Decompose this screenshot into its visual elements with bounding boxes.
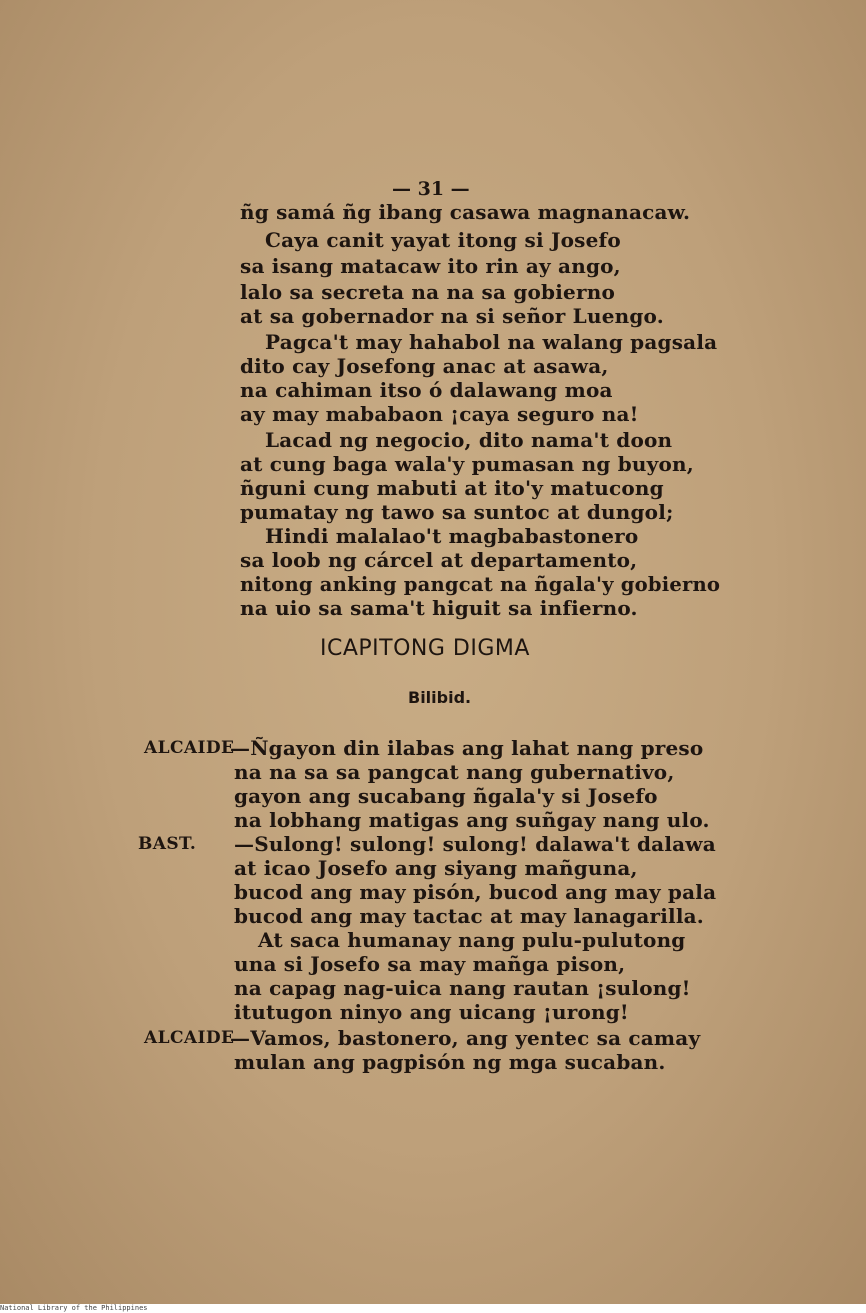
verse-line: sa loob ng cárcel at departamento,: [240, 548, 638, 572]
verse-line: dito cay Josefong anac at asawa,: [240, 354, 609, 378]
speaker-label: ALCAIDE: [144, 738, 235, 758]
verse-line: Hindi malalao't magbabastonero: [265, 524, 639, 548]
verse-line: at cung baga wala'y pumasan ng buyon,: [240, 452, 694, 476]
verse-line: ñg samá ñg ibang casawa magnanacaw.: [240, 200, 691, 224]
section-subheading: Bilibid.: [408, 688, 472, 707]
speaker-label: BAST.: [138, 834, 197, 854]
verse-line: lalo sa secreta na na sa gobierno: [240, 280, 615, 304]
dialogue-line: gayon ang sucabang ñgala'y si Josefo: [234, 784, 658, 808]
verse-line: sa isang matacaw ito rin ay ango,: [240, 254, 621, 278]
dialogue-line: —Vamos, bastonero, ang yentec sa camay: [230, 1026, 701, 1050]
dialogue-line: bucod ang may tactac at may lanagarilla.: [234, 904, 704, 928]
verse-line: Lacad ng negocio, dito nama't doon: [265, 428, 673, 452]
verse-line: nitong anking pangcat na ñgala'y gobierno: [240, 572, 721, 596]
dialogue-line: na capag nag-uica nang rautan ¡sulong!: [234, 976, 691, 1000]
verse-line: na uio sa sama't higuit sa infierno.: [240, 596, 638, 620]
section-heading: ICAPITONG DIGMA: [320, 636, 530, 661]
dialogue-line: —Sulong! sulong! sulong! dalawa't dalawa: [234, 832, 716, 856]
dialogue-line: itutugon ninyo ang uicang ¡urong!: [234, 1000, 629, 1024]
footer-credit: National Library of the Philippines: [0, 1304, 148, 1312]
dialogue-line: na lobhang matigas ang suñgay nang ulo.: [234, 808, 710, 832]
verse-line: ay may mababaon ¡caya seguro na!: [240, 402, 639, 426]
dialogue-line: at icao Josefo ang siyang mañguna,: [234, 856, 638, 880]
verse-line: pumatay ng tawo sa suntoc at dungol;: [240, 500, 674, 524]
verse-line: Caya canit yayat itong si Josefo: [265, 228, 621, 252]
speaker-label: ALCAIDE: [144, 1028, 235, 1048]
dialogue-line: —Ñgayon din ilabas ang lahat nang preso: [230, 736, 704, 760]
dialogue-line: bucod ang may pisón, bucod ang may pala: [234, 880, 717, 904]
verse-line: at sa gobernador na si señor Luengo.: [240, 304, 664, 328]
page-number: — 31 —: [392, 178, 470, 200]
dialogue-line: una si Josefo sa may mañga pison,: [234, 952, 626, 976]
dialogue-line: At saca humanay nang pulu-pulutong: [258, 928, 686, 952]
verse-line: ñguni cung mabuti at ito'y matucong: [240, 476, 664, 500]
dialogue-line: mulan ang pagpisón ng mga sucaban.: [234, 1050, 666, 1074]
verse-line: na cahiman itso ó dalawang moa: [240, 378, 613, 402]
verse-line: Pagca't may hahabol na walang pagsala: [265, 330, 718, 354]
dialogue-line: na na sa sa pangcat nang gubernativo,: [234, 760, 675, 784]
